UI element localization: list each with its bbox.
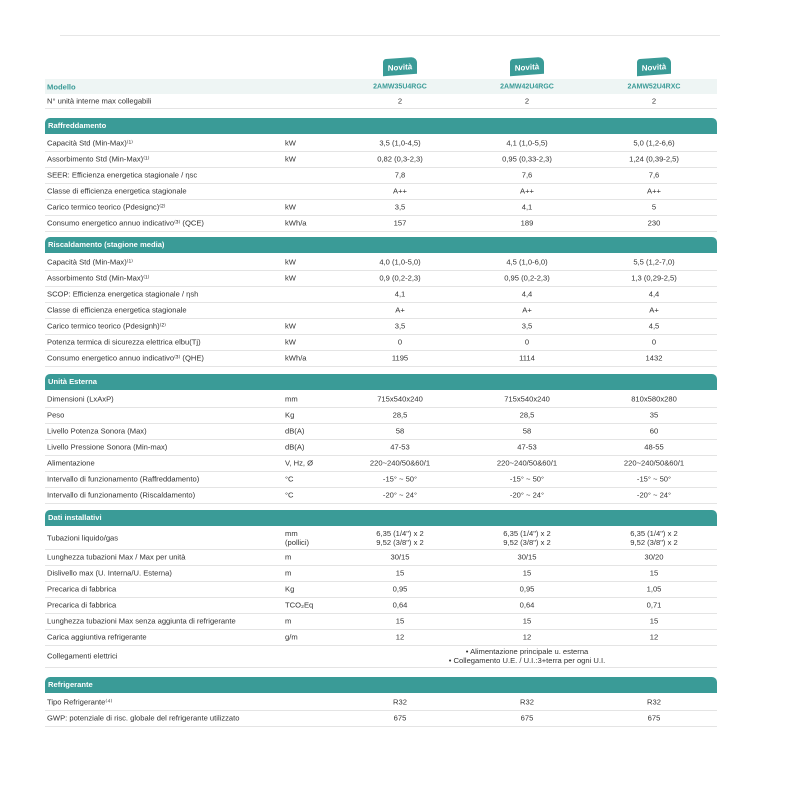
- row-value: -15° ~ 50°: [509, 474, 545, 484]
- row-label: SEER: Efficienza energetica stagionale / ηsc: [47, 170, 198, 180]
- section-header: Unità Esterna: [45, 374, 717, 390]
- row-value: 15: [649, 568, 659, 578]
- row-value: 4,0 (1,0-5,0): [379, 257, 421, 267]
- row-value: 0,95 (0,2-2,3): [504, 273, 550, 283]
- row-value: 0,64: [519, 600, 535, 610]
- model-row: [45, 79, 717, 94]
- row-value: 675: [520, 713, 534, 723]
- row-label: Capacità Std (Min-Max)⁽¹⁾: [47, 138, 134, 148]
- new-badge: Novità: [637, 57, 671, 76]
- row-value: 2AMW35U4RGC: [373, 83, 427, 90]
- table-row: [45, 549, 717, 566]
- row-value: 3,5: [521, 321, 533, 331]
- row-label: Potenza termica di sicurezza elettrica elbu(Tj): [47, 337, 201, 347]
- row-value: 189: [520, 218, 534, 228]
- row-value: 2: [397, 96, 403, 106]
- row-value: 1432: [645, 353, 663, 363]
- row-label: Intervallo di funzionamento (Riscaldamento): [47, 490, 196, 500]
- row-value: 0,95: [392, 584, 408, 594]
- table-row: [45, 407, 717, 424]
- row-label: Precarica di fabbrica: [47, 600, 117, 610]
- row-unit: kW: [285, 321, 296, 331]
- row-value: 15: [395, 616, 405, 626]
- row-value: 220~240/50&60/1: [496, 458, 558, 468]
- row-unit: g/m: [285, 632, 298, 642]
- table-row: [45, 487, 717, 504]
- table-row: [45, 527, 717, 550]
- row-value: 47-53: [517, 442, 537, 452]
- row-value: 12: [649, 632, 659, 642]
- row-value: A++: [647, 186, 661, 196]
- row-unit: V, Hz, Ø: [285, 458, 313, 468]
- row-value: 0: [651, 337, 657, 347]
- row-value: 15: [522, 568, 532, 578]
- row-value: 60: [649, 426, 659, 436]
- row-label: GWP: potenziale di risc. globale del refrigerante utilizzato: [47, 713, 240, 723]
- row-value: -20° ~ 24°: [382, 490, 418, 500]
- row-value: 5: [651, 202, 657, 212]
- table-row: [45, 423, 717, 440]
- row-value: A++: [393, 186, 407, 196]
- row-label: Dislivello max (U. Interna/U. Esterna): [47, 568, 172, 578]
- table-row: [45, 254, 717, 271]
- row-value: 810x580x280: [631, 394, 677, 404]
- row-value: 4,1 (1,0-5,5): [506, 138, 548, 148]
- row-unit: kW: [285, 273, 296, 283]
- table-row: [45, 613, 717, 630]
- row-unit: m: [285, 552, 292, 562]
- row-value: 2AMW42U4RGC: [500, 83, 554, 90]
- row-value: A++: [520, 186, 534, 196]
- row-value: R32: [520, 697, 534, 707]
- row-label: Livello Potenza Sonora (Max): [47, 426, 147, 436]
- row-value: 3,5: [394, 321, 406, 331]
- row-value: 1,24 (0,39-2,5): [629, 154, 679, 164]
- row-value: 0,82 (0,3-2,3): [377, 154, 423, 164]
- table-row: [45, 710, 717, 727]
- row-label: Alimentazione: [47, 458, 95, 468]
- row-value: 15: [395, 568, 405, 578]
- row-value: 715x540x240: [377, 394, 423, 404]
- row-label: Peso: [47, 410, 65, 420]
- new-badge: Novità: [510, 57, 544, 76]
- row-label: Tipo Refrigerante⁽⁴⁾: [47, 697, 113, 707]
- row-value: 0,64: [392, 600, 408, 610]
- row-value: 4,4: [521, 289, 533, 299]
- table-row: [45, 597, 717, 614]
- row-value: 1,05: [646, 584, 662, 594]
- table-row: [45, 629, 717, 646]
- row-unit: kWh/a: [285, 353, 307, 363]
- row-value: 157: [393, 218, 407, 228]
- table-row: [45, 167, 717, 184]
- row-value: 220~240/50&60/1: [623, 458, 685, 468]
- row-label: Lunghezza tubazioni Max senza aggiunta di refrigerante: [47, 616, 236, 626]
- row-value: R32: [393, 697, 407, 707]
- row-unit: kW: [285, 138, 296, 148]
- row-label: SCOP: Efficienza energetica stagionale / ηsh: [47, 289, 199, 299]
- row-label: Assorbimento Std (Min-Max)⁽¹⁾: [47, 273, 150, 283]
- section-header: Raffreddamento: [45, 118, 717, 134]
- row-value: 2: [651, 96, 657, 106]
- row-unit: °C: [285, 490, 294, 500]
- row-value: 7,6: [521, 170, 533, 180]
- row-unit: kW: [285, 202, 296, 212]
- row-value: 1195: [391, 353, 409, 363]
- row-label: Classe di efficienza energetica stagionale: [47, 186, 187, 196]
- row-value: 30/15: [390, 552, 410, 562]
- row-value: 48-55: [644, 442, 664, 452]
- row-label: Carico termico teorico (Pdesignc)⁽²⁾: [47, 202, 166, 212]
- row-value: -20° ~ 24°: [509, 490, 545, 500]
- row-unit: m: [285, 568, 292, 578]
- row-value: 4,5: [648, 321, 660, 331]
- table-row: [45, 439, 717, 456]
- row-value: 0: [524, 337, 530, 347]
- row-value: 715x540x240: [504, 394, 550, 404]
- row-unit: kW: [285, 257, 296, 267]
- table-row: [45, 694, 717, 711]
- row-label: Carico termico teorico (Pdesignh)⁽²⁾: [47, 321, 166, 331]
- row-label: Consumo energetico annuo indicativo⁽³⁾ (QCE): [47, 218, 204, 228]
- row-value: 5,5 (1,2-7,0): [633, 257, 675, 267]
- row-value: 675: [647, 713, 661, 723]
- table-row: [45, 215, 717, 232]
- table-row: [45, 350, 717, 367]
- row-value: 675: [393, 713, 407, 723]
- row-value: 4,1: [521, 202, 533, 212]
- row-label: N° unità interne max collegabili: [47, 96, 152, 106]
- row-value: 2AMW52U4RXC: [627, 83, 681, 90]
- row-value: A+: [395, 305, 405, 315]
- row-value: 58: [395, 426, 405, 436]
- row-label: Precarica di fabbrica: [47, 584, 117, 594]
- row-label: Assorbimento Std (Min-Max)⁽¹⁾: [47, 154, 150, 164]
- row-value: A+: [522, 305, 532, 315]
- row-value: -20° ~ 24°: [636, 490, 672, 500]
- row-label: Consumo energetico annuo indicativo⁽³⁾ (QHE): [47, 353, 204, 363]
- row-label: Capacità Std (Min-Max)⁽¹⁾: [47, 257, 134, 267]
- row-label: Carica aggiuntiva refrigerante: [47, 632, 147, 642]
- table-row: [45, 334, 717, 351]
- top-divider: [60, 35, 720, 36]
- row-label: Intervallo di funzionamento (Raffreddamento): [47, 474, 200, 484]
- table-row: [45, 581, 717, 598]
- row-value: 7,8: [394, 170, 406, 180]
- section-header: Riscaldamento (stagione media): [45, 237, 717, 253]
- table-row: [45, 94, 717, 109]
- row-value: 4,1: [394, 289, 406, 299]
- row-unit: Kg: [285, 410, 295, 420]
- row-value: 0,9 (0,2-2,3): [379, 273, 421, 283]
- row-value: 0,95 (0,33-2,3): [502, 154, 552, 164]
- row-value: 5,0 (1,2-6,6): [633, 138, 675, 148]
- row-value: 15: [522, 616, 532, 626]
- row-value: 15: [649, 616, 659, 626]
- row-value: 0: [397, 337, 403, 347]
- row-value: 230: [647, 218, 661, 228]
- row-label: Classe di efficienza energetica stagionale: [47, 305, 187, 315]
- section-header: Refrigerante: [45, 677, 717, 693]
- row-label: Collegamenti elettrici: [47, 651, 118, 661]
- table-row: [45, 183, 717, 200]
- table-row: [45, 199, 717, 216]
- row-value: 6,35 (1/4") x 2 9,52 (3/8") x 2: [630, 529, 678, 547]
- row-value: R32: [647, 697, 661, 707]
- row-label: Dimensioni (LxAxP): [47, 394, 114, 404]
- row-unit: TCO₂Eq: [285, 600, 314, 610]
- row-value: A+: [649, 305, 659, 315]
- table-row: [45, 286, 717, 303]
- row-value: 6,35 (1/4") x 2 9,52 (3/8") x 2: [503, 529, 551, 547]
- table-row: [45, 151, 717, 168]
- row-unit: m: [285, 616, 292, 626]
- new-badge: Novità: [383, 57, 417, 76]
- row-value: 30/15: [517, 552, 537, 562]
- row-value: 35: [649, 410, 659, 420]
- row-value: -15° ~ 50°: [382, 474, 418, 484]
- row-unit: Kg: [285, 584, 295, 594]
- row-unit: kW: [285, 337, 296, 347]
- table-row: [45, 270, 717, 287]
- row-unit: dB(A): [285, 442, 305, 452]
- row-value: 28,5: [519, 410, 535, 420]
- table-row: [45, 391, 717, 408]
- row-label: Tubazioni liquido/gas: [47, 533, 119, 543]
- row-value: 6,35 (1/4") x 2 9,52 (3/8") x 2: [376, 529, 424, 547]
- row-unit: mm: [285, 394, 298, 404]
- row-value: 12: [395, 632, 405, 642]
- row-value: 47-53: [390, 442, 410, 452]
- row-value: 3,5 (1,0-4,5): [379, 138, 421, 148]
- row-value: 1,3 (0,29-2,5): [631, 273, 677, 283]
- row-value: 220~240/50&60/1: [369, 458, 431, 468]
- row-value: 30/20: [644, 552, 664, 562]
- row-value: 4,4: [648, 289, 660, 299]
- table-row: [45, 645, 717, 668]
- row-label: Modello: [47, 82, 76, 91]
- section-header: Dati installativi: [45, 510, 717, 526]
- table-row: [45, 471, 717, 488]
- row-label: Livello Pressione Sonora (Min-max): [47, 442, 168, 452]
- table-row: [45, 455, 717, 472]
- row-value: 1114: [519, 353, 535, 363]
- table-row: [45, 302, 717, 319]
- row-value: 58: [522, 426, 532, 436]
- row-unit: mm (pollici): [285, 529, 310, 547]
- row-value: 12: [522, 632, 532, 642]
- table-row: [45, 135, 717, 152]
- row-unit: °C: [285, 474, 294, 484]
- table-row: [45, 318, 717, 335]
- row-value: 3,5: [394, 202, 406, 212]
- row-value: 7,6: [648, 170, 660, 180]
- table-row: [45, 565, 717, 582]
- row-value: -15° ~ 50°: [636, 474, 672, 484]
- row-value: 2: [524, 96, 530, 106]
- row-label: Lunghezza tubazioni Max / Max per unità: [47, 552, 186, 562]
- row-unit: dB(A): [285, 426, 305, 436]
- row-unit: kW: [285, 154, 296, 164]
- row-value: 28,5: [392, 410, 408, 420]
- row-unit: kWh/a: [285, 218, 307, 228]
- row-value: 0,71: [646, 600, 662, 610]
- row-value: 0,95: [519, 584, 535, 594]
- row-value: 4,5 (1,0-6,0): [506, 257, 548, 267]
- row-span-value: • Alimentazione principale u. esterna • Collegamento U.E. / U.I.:3+terra per ogni U.I.: [448, 647, 606, 666]
